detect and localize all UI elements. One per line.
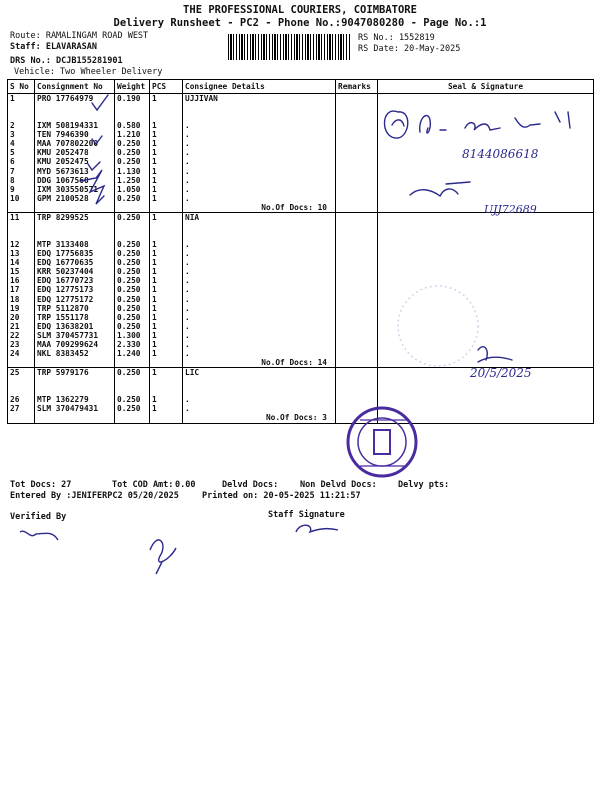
row-pcs: 1	[150, 185, 183, 194]
row-consignment: KMU 2052478	[35, 148, 115, 157]
row-pcs: 1	[150, 295, 183, 304]
staff-signature	[296, 525, 338, 532]
col-pcs: PCS	[150, 80, 183, 94]
row-consignment: MTP 3133408	[35, 222, 115, 249]
row-consignment: TRP 1551178	[35, 313, 115, 322]
row-weight: 1.240	[115, 349, 150, 358]
row-weight: 0.250	[115, 313, 150, 322]
row-consignee: NIA	[183, 212, 336, 222]
row-consignment: IXM 508194331	[35, 103, 115, 130]
row-consignment: EDQ 16770635	[35, 258, 115, 267]
row-pcs: 1	[150, 148, 183, 157]
row-sno: 16	[8, 276, 35, 285]
row-sno: 22	[8, 331, 35, 340]
non-delvd-docs: Non Delvd Docs:	[300, 480, 377, 490]
row-weight: 0.190	[115, 94, 150, 104]
col-consignment: Consignment No	[35, 80, 115, 94]
row-consignee: .	[183, 304, 336, 313]
row-sno: 14	[8, 258, 35, 267]
row-sno: 3	[8, 130, 35, 139]
row-weight: 0.250	[115, 148, 150, 157]
row-sno: 1	[8, 94, 35, 104]
row-consignee: .	[183, 185, 336, 194]
row-pcs: 1	[150, 212, 183, 222]
handwritten-number: 8144086618	[462, 147, 539, 161]
row-weight: 0.250	[115, 258, 150, 267]
row-sno: 15	[8, 267, 35, 276]
row-pcs: 1	[150, 377, 183, 404]
lic-stamp	[348, 408, 416, 476]
row-pcs: 1	[150, 285, 183, 294]
row-consignee: .	[183, 295, 336, 304]
row-consignee: .	[183, 349, 336, 358]
row-consignee: .	[183, 267, 336, 276]
row-sno: 24	[8, 349, 35, 358]
cod-value: 0.00	[175, 480, 196, 490]
row-sno: 10	[8, 194, 35, 203]
verified-signature	[20, 531, 58, 540]
row-sno: 27	[8, 404, 35, 413]
col-weight: Weight	[115, 80, 150, 94]
row-pcs: 1	[150, 276, 183, 285]
row-pcs: 1	[150, 349, 183, 358]
row-consignment: DDG 1067560	[35, 176, 115, 185]
row-weight: 1.210	[115, 130, 150, 139]
row-pcs: 1	[150, 222, 183, 249]
row-consignment: EDQ 17756835	[35, 249, 115, 258]
row-sno: 20	[8, 313, 35, 322]
runsheet-title: Delivery Runsheet - PC2 - Phone No.:9047080280 - Page No.:1	[113, 17, 487, 29]
row-consignment: EDQ 12775173	[35, 285, 115, 294]
row-consignee: .	[183, 103, 336, 130]
row-pcs: 1	[150, 94, 183, 104]
row-sno: 8	[8, 176, 35, 185]
row-weight: 1.130	[115, 166, 150, 175]
row-consignment: EDQ 13638201	[35, 322, 115, 331]
row-consignment: MTP 1362279	[35, 377, 115, 404]
row-consignment: KMU 2052475	[35, 157, 115, 166]
row-pcs: 1	[150, 194, 183, 203]
row-consignment: IXM 303550571	[35, 185, 115, 194]
row-consignee: .	[183, 194, 336, 203]
row-weight: 0.250	[115, 249, 150, 258]
row-consignment: EDQ 12775172	[35, 295, 115, 304]
row-sno: 18	[8, 295, 35, 304]
row-sno: 9	[8, 185, 35, 194]
row-pcs: 1	[150, 304, 183, 313]
row-sno: 13	[8, 249, 35, 258]
row-consignee: .	[183, 249, 336, 258]
row-weight: 0.250	[115, 295, 150, 304]
tot-docs: Tot Docs: 27	[10, 480, 72, 490]
signature-3	[478, 347, 512, 362]
row-consignment: KRR 50237404	[35, 267, 115, 276]
vehicle-label: Vehicle: Two Wheeler Delivery	[14, 67, 163, 77]
row-pcs: 1	[150, 340, 183, 349]
tot-cod: Tot COD Amt:	[112, 480, 174, 490]
col-remarks: Remarks	[336, 80, 378, 94]
row-weight: 1.250	[115, 176, 150, 185]
row-weight: 0.250	[115, 212, 150, 222]
tick-mark	[92, 136, 102, 144]
row-weight: 0.250	[115, 285, 150, 294]
row-pcs: 1	[150, 166, 183, 175]
row-pcs: 1	[150, 157, 183, 166]
row-consignee: .	[183, 166, 336, 175]
col-seal: Seal & Signature	[378, 80, 594, 94]
row-pcs: 1	[150, 130, 183, 139]
row-weight: 0.250	[115, 157, 150, 166]
tick-mark	[92, 95, 108, 110]
col-sno: S No	[8, 80, 35, 94]
row-consignment: MAA 707802200	[35, 139, 115, 148]
delvy-pts: Delvy pts:	[398, 480, 450, 490]
row-sno: 7	[8, 166, 35, 175]
row-weight: 1.300	[115, 331, 150, 340]
verified-signature-2	[150, 540, 176, 574]
row-consignment: TRP 5979176	[35, 368, 115, 378]
row-weight: 0.250	[115, 304, 150, 313]
row-consignment: EDQ 16770723	[35, 276, 115, 285]
row-sno: 26	[8, 377, 35, 404]
row-weight: 2.330	[115, 340, 150, 349]
rs-date: RS Date: 20-May-2025	[358, 44, 461, 54]
row-sno: 12	[8, 222, 35, 249]
row-consignment: SLM 370479431	[35, 404, 115, 413]
row-weight: 0.250	[115, 377, 150, 404]
row-sno: 25	[8, 368, 35, 378]
row-consignee: .	[183, 130, 336, 139]
printed-on: Printed on: 20-05-2025 11:21:57	[202, 491, 361, 501]
row-sno: 11	[8, 212, 35, 222]
handwritten-code: UJJ72689	[484, 203, 537, 216]
row-consignment: MYD 5673613	[35, 166, 115, 175]
row-consignee: .	[183, 258, 336, 267]
row-weight: 0.250	[115, 267, 150, 276]
col-consignee: Consignee Details	[183, 80, 336, 94]
row-consignee: .	[183, 377, 336, 404]
tick-mark	[80, 170, 104, 204]
row-weight: 0.250	[115, 222, 150, 249]
row-sno: 21	[8, 322, 35, 331]
row-consignee: .	[183, 285, 336, 294]
staff-signature-label: Staff Signature	[268, 510, 345, 520]
docs-count: No.Of Docs: 3	[183, 413, 336, 423]
handwritten-date: 20/5/2025	[470, 366, 532, 380]
staff-label: Staff: ELAVARASAN	[10, 42, 97, 52]
row-pcs: 1	[150, 176, 183, 185]
row-sno: 23	[8, 340, 35, 349]
row-consignee: .	[183, 404, 336, 413]
row-consignee: .	[183, 222, 336, 249]
row-weight: 0.250	[115, 194, 150, 203]
faint-stamp	[398, 286, 478, 366]
row-sno: 6	[8, 157, 35, 166]
row-pcs: 1	[150, 322, 183, 331]
signature-1	[385, 111, 571, 138]
row-consignee: .	[183, 313, 336, 322]
row-sno: 2	[8, 103, 35, 130]
entered-by: Entered By :JENIFERPC2 05/20/2025	[10, 491, 179, 501]
docs-count: No.Of Docs: 10	[183, 203, 336, 213]
row-consignment: PRO 17764979	[35, 94, 115, 104]
row-pcs: 1	[150, 368, 183, 378]
row-consignment: GPM 2100528	[35, 194, 115, 203]
row-pcs: 1	[150, 267, 183, 276]
row-pcs: 1	[150, 258, 183, 267]
row-weight: 0.250	[115, 276, 150, 285]
row-consignee: .	[183, 331, 336, 340]
row-consignment: SLM 370457731	[35, 331, 115, 340]
rs-number: RS No.: 1552819	[358, 33, 435, 43]
row-weight: 0.250	[115, 368, 150, 378]
row-pcs: 1	[150, 103, 183, 130]
delvd-docs: Delvd Docs:	[222, 480, 279, 490]
row-pcs: 1	[150, 331, 183, 340]
signature-2	[410, 182, 470, 196]
row-weight: 0.250	[115, 404, 150, 413]
row-weight: 0.580	[115, 103, 150, 130]
row-consignee: .	[183, 157, 336, 166]
row-consignee: .	[183, 176, 336, 185]
row-consignee: .	[183, 322, 336, 331]
row-sno: 5	[8, 148, 35, 157]
tick-mark	[88, 162, 100, 170]
row-weight: 1.050	[115, 185, 150, 194]
row-consignee: .	[183, 148, 336, 157]
route-label: Route: RAMALINGAM ROAD WEST	[10, 31, 149, 41]
row-pcs: 1	[150, 139, 183, 148]
row-pcs: 1	[150, 249, 183, 258]
row-consignee: UJJIVAN	[183, 94, 336, 104]
row-consignment: TEN 7946390	[35, 130, 115, 139]
row-sno: 19	[8, 304, 35, 313]
row-pcs: 1	[150, 404, 183, 413]
row-consignee: LIC	[183, 368, 336, 378]
row-sno: 4	[8, 139, 35, 148]
row-consignee: .	[183, 340, 336, 349]
docs-count: No.Of Docs: 14	[183, 358, 336, 368]
row-consignee: .	[183, 139, 336, 148]
row-weight: 0.250	[115, 322, 150, 331]
row-consignment: TRP 8299525	[35, 212, 115, 222]
row-pcs: 1	[150, 313, 183, 322]
row-sno: 17	[8, 285, 35, 294]
verified-by-label: Verified By	[10, 512, 67, 522]
row-consignment: MAA 709299624	[35, 340, 115, 349]
row-weight: 0.250	[115, 139, 150, 148]
row-consignee: .	[183, 276, 336, 285]
row-consignment: TRP 5112870	[35, 304, 115, 313]
company-name: THE PROFESSIONAL COURIERS, COIMBATORE	[183, 4, 417, 16]
drs-label: DRS No.: DCJB155281901	[10, 56, 123, 66]
row-consignment: NKL 8383452	[35, 349, 115, 358]
